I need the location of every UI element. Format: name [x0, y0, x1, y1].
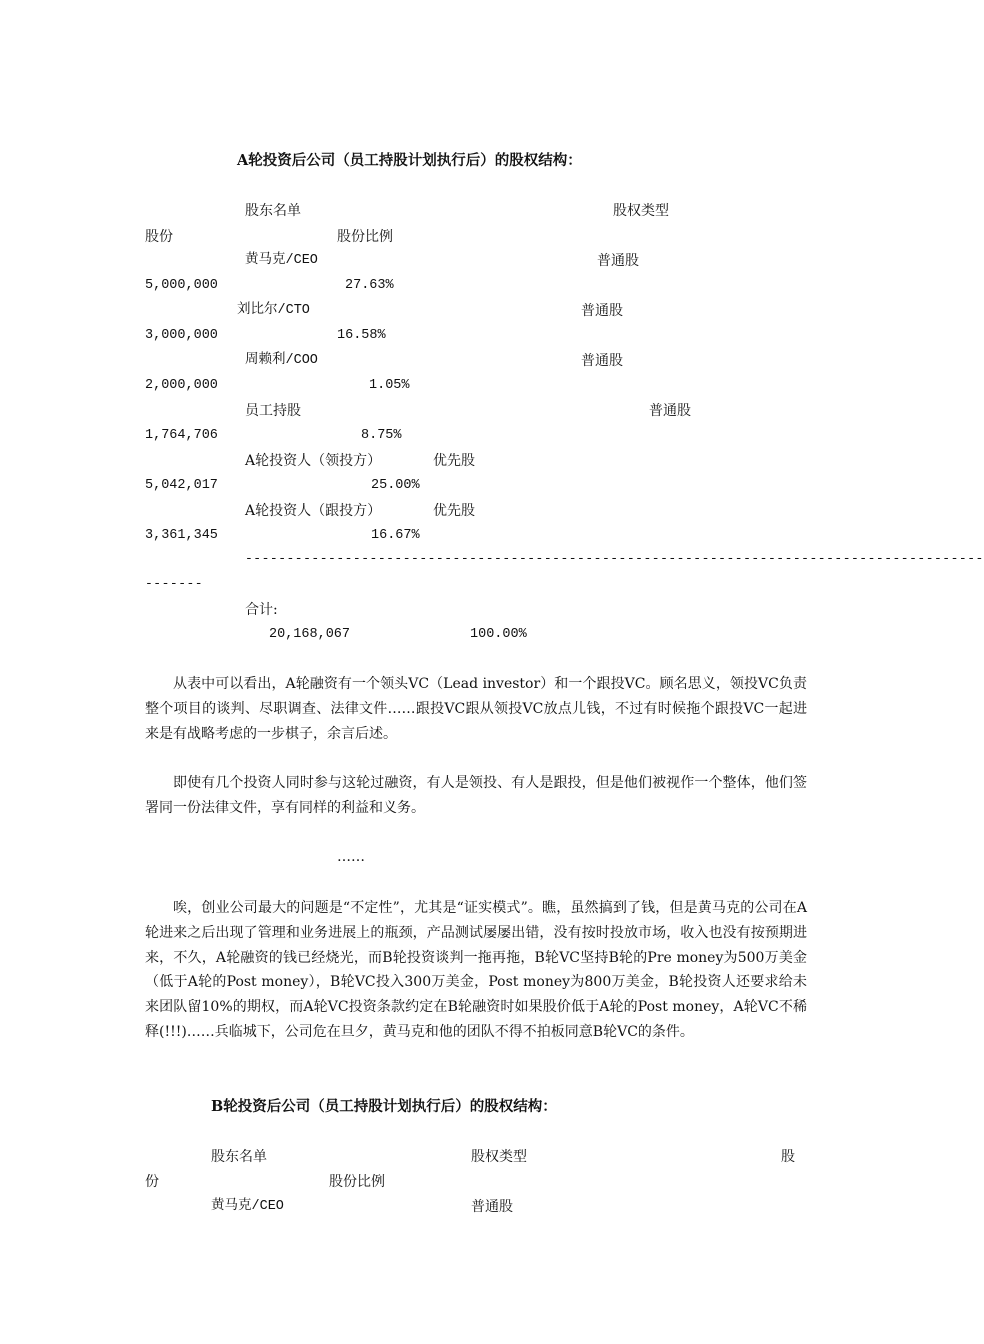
b-col-header-shares-wrap: 份: [145, 1174, 159, 1190]
total-ratio: 100.00%: [470, 627, 527, 642]
row-shares: 5,042,017: [145, 478, 218, 493]
row-type: 优先股: [433, 453, 475, 469]
col-header-ratio: 股份比例: [337, 229, 393, 245]
b-col-header-name: 股东名单: [211, 1149, 267, 1165]
row-shares: 3,361,345: [145, 528, 218, 543]
total-label: 合计:: [245, 602, 278, 618]
b-row-name: 黄马克/CEO: [211, 1199, 284, 1214]
paragraph-3: [145, 896, 807, 1045]
row-ratio: 25.00%: [371, 478, 420, 493]
b-row-type: 普通股: [471, 1199, 513, 1215]
row-name: 员工持股: [245, 403, 301, 419]
row-ratio: 1.05%: [369, 378, 410, 393]
b-col-header-shares: 股: [781, 1149, 795, 1165]
row-name: 周赖利/COO: [245, 353, 318, 368]
col-header-name: 股东名单: [245, 203, 301, 219]
paragraph-1-text: 从表中可以看出，A轮融资有一个领头VC（Lead investor）和一个跟投VC。顾名思义，领投VC负责整个项目的谈判、尽职调查、法律文件……跟投VC跟从领投VC放点儿钱，不过有时候拖个跟投VC一起进来是有战略考虑的一步棋子，余言后述。: [145, 676, 807, 742]
row-type: 普通股: [649, 403, 691, 419]
row-name: A轮投资人（领投方）: [245, 453, 382, 469]
row-ratio: 16.67%: [371, 528, 420, 543]
row-type: 普通股: [581, 353, 623, 369]
row-ratio: 16.58%: [337, 328, 386, 343]
row-shares: 3,000,000: [145, 328, 218, 343]
col-header-shares: 股份: [145, 229, 173, 245]
section-b-title: B轮投资后公司（员工持股计划执行后）的股权结构：: [211, 1098, 557, 1115]
total-shares: 20,168,067: [269, 627, 351, 642]
table-divider-continued: -------: [145, 576, 204, 591]
table-divider: -----------------------------------------------------------------------------------------: [245, 551, 984, 566]
b-col-header-ratio: 股份比例: [329, 1174, 385, 1190]
row-shares: 2,000,000: [145, 378, 218, 393]
paragraph-2-text: 即使有几个投资人同时参与这轮过融资，有人是领投、有人是跟投，但是他们被视作一个整体，他们签署同一份法律文件，享有同样的利益和义务。: [145, 775, 807, 816]
paragraph-2: [145, 771, 807, 821]
row-name: 黄马克/CEO: [245, 253, 318, 268]
row-type: 普通股: [597, 253, 639, 269]
col-header-type: 股权类型: [613, 203, 669, 219]
row-shares: 1,764,706: [145, 428, 218, 443]
b-col-header-type: 股权类型: [471, 1149, 527, 1165]
row-ratio: 8.75%: [361, 428, 402, 443]
row-shares: 5,000,000: [145, 278, 218, 293]
row-name: A轮投资人（跟投方）: [245, 503, 382, 519]
row-type: 优先股: [433, 503, 475, 519]
row-ratio: 27.63%: [345, 278, 394, 293]
ellipsis: ……: [337, 849, 365, 865]
row-type: 普通股: [581, 303, 623, 319]
paragraph-1: [145, 672, 807, 746]
section-a-title: A轮投资后公司（员工持股计划执行后）的股权结构：: [237, 152, 582, 169]
row-name: 刘比尔/CTO: [237, 303, 310, 318]
paragraph-3-text: 唉，创业公司最大的问题是“不定性”，尤其是“证实模式”。瞧，虽然搞到了钱，但是黄马克的公司在A轮进来之后出现了管理和业务进展上的瓶颈，产品测试屡屡出错，没有按时投放市场，收入也没有按预期进来，不久，A轮融资的钱已经烧光，而B轮投资谈判一拖再拖，B轮VC坚持B轮的Pre money为500万美金（低于A轮的Post money），B轮VC投入300万美金，Post money为800万美金，B轮投资人还要求给未来团队留10%的期权，而A轮VC投资条款约定在B轮融资时如果股价低于A轮的Post money，A轮VC不稀释(!!!)……兵临城下，公司危在旦夕，黄马克和他的团队不得不拍板同意B轮VC的条件。: [145, 900, 807, 1040]
